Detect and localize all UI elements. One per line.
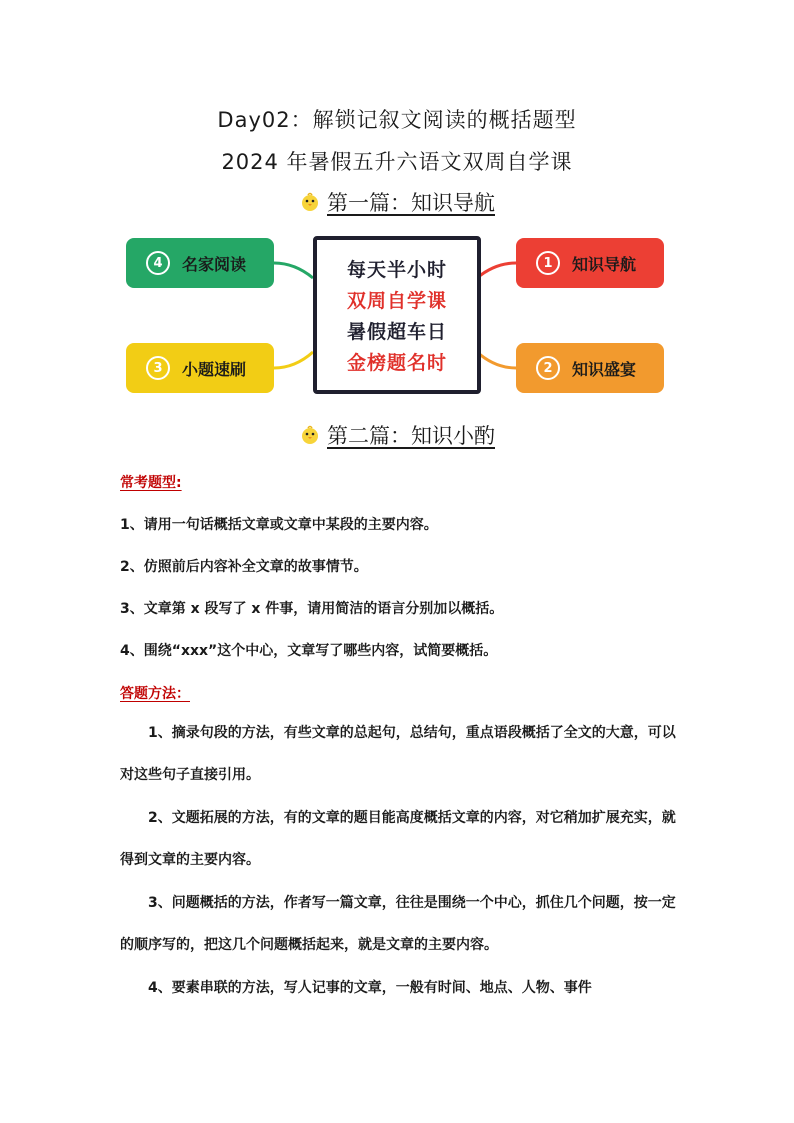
section-2-heading bbox=[0, 420, 794, 451]
center-line: 暑假超车日 bbox=[346, 321, 447, 343]
list-item: 3、文章第 x 段写了 x 件事，请用简洁的语言分别加以概括。 bbox=[120, 601, 504, 617]
common-types-heading: 常考题型: bbox=[120, 475, 182, 491]
chick-icon bbox=[299, 424, 321, 446]
title-line-1: Day02：解锁记叙文阅读的概括题型 bbox=[217, 108, 577, 132]
title-line-2: 2024 年暑假五升六语文双周自学课 bbox=[221, 150, 573, 174]
node-number: 4 bbox=[146, 251, 170, 275]
method-paragraph: 3、问题概括的方法，作者写一篇文章，往往是围绕一个中心，抓住几个问题，按一定的顺序写的，把这几个问题概括起来，就是文章的主要内容。 bbox=[120, 895, 676, 953]
method-paragraph: 2、文题拓展的方法，有的文章的题目能高度概括文章的内容，对它稍加扩展充实，就得到文章的主要内容。 bbox=[120, 810, 676, 868]
mind-node-knowledge-nav bbox=[516, 238, 664, 288]
list-item: 2、仿照前后内容补全文章的故事情节。 bbox=[120, 559, 368, 575]
mind-node-knowledge-feast bbox=[516, 343, 664, 393]
center-line: 金榜题名时 bbox=[346, 352, 447, 374]
section-1-label: 第一篇：知识导航 bbox=[327, 191, 495, 215]
node-label: 知识导航 bbox=[572, 254, 637, 274]
node-number: 2 bbox=[536, 356, 560, 380]
chick-icon bbox=[299, 191, 321, 213]
node-label: 小题速刷 bbox=[182, 359, 247, 379]
mind-map bbox=[120, 230, 670, 400]
method-paragraph: 4、要素串联的方法，写人记事的文章，一般有时间、地点、人物、事件 bbox=[148, 980, 592, 996]
mind-node-quick-practice bbox=[126, 343, 274, 393]
node-number: 1 bbox=[536, 251, 560, 275]
method-paragraph: 1、摘录句段的方法，有些文章的总起句，总结句，重点语段概括了全文的大意，可以对这些句子直接引用。 bbox=[120, 725, 676, 783]
list-item: 1、请用一句话概括文章或文章中某段的主要内容。 bbox=[120, 517, 438, 533]
list-item: 4、围绕“xxx”这个中心，文章写了哪些内容，试简要概括。 bbox=[120, 643, 498, 659]
center-line: 每天半小时 bbox=[346, 259, 447, 281]
section-2-label: 第二篇：知识小酌 bbox=[327, 424, 495, 448]
mind-map-center bbox=[313, 236, 481, 394]
methods-heading: 答题方法： bbox=[120, 686, 190, 702]
mind-node-reading bbox=[126, 238, 274, 288]
center-line: 双周自学课 bbox=[346, 290, 447, 312]
section-1-heading bbox=[0, 187, 794, 218]
node-label: 知识盛宴 bbox=[572, 359, 637, 379]
node-label: 名家阅读 bbox=[182, 254, 247, 274]
node-number: 3 bbox=[146, 356, 170, 380]
